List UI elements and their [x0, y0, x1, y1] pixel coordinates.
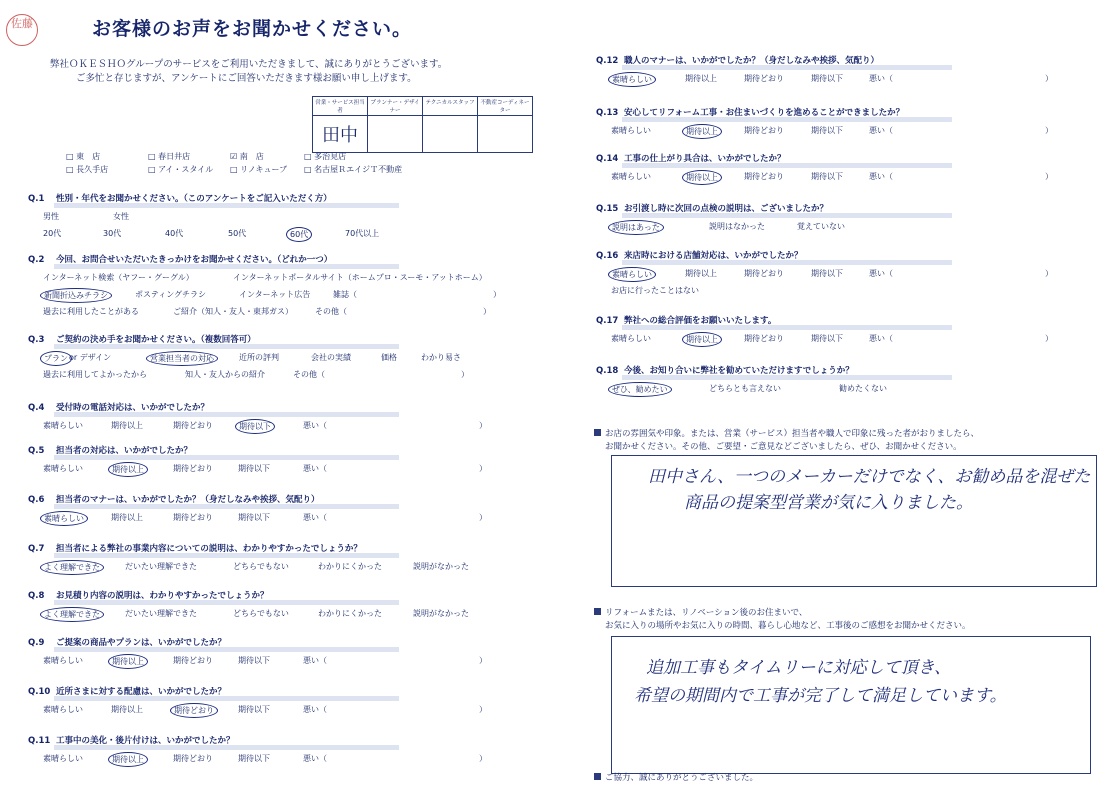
answer-option[interactable]: 期待以下: [238, 513, 270, 522]
question-number: Q.5: [28, 446, 45, 456]
question-text: お見積り内容の説明は、わかりやすかったでしょうか？: [56, 591, 269, 601]
question-q16: [596, 249, 803, 261]
answer-option[interactable]: 悪い（ ）: [869, 172, 1053, 181]
question-q12: [596, 54, 879, 66]
answer-option[interactable]: インターネット検索（ヤフー・グーグル）: [43, 273, 194, 282]
answer-option[interactable]: 期待以下: [811, 126, 843, 135]
answer-option[interactable]: 期待以上: [685, 269, 717, 278]
answer-option[interactable]: ポスティングチラシ: [135, 290, 207, 299]
question-text: 来店時における店舗対応は、いかがでしたか？: [624, 251, 803, 261]
question-q3: [28, 333, 256, 345]
intro-line-2: ご多忙と存じますが、アンケートにご回答いただきます様お願い申し上げます。: [76, 73, 417, 84]
answer-option[interactable]: 説明はなかった: [709, 222, 765, 231]
answer-option[interactable]: その他（ ）: [315, 307, 491, 316]
answer-option[interactable]: 過去に利用したことがある: [43, 307, 139, 316]
answer-option[interactable]: 悪い（ ）: [303, 705, 487, 714]
answer-option[interactable]: だいたい理解できた: [125, 562, 197, 571]
question-number: Q.1: [28, 194, 45, 204]
answer-option[interactable]: 悪い（ ）: [303, 421, 487, 430]
store-kasugai: □ 春日井店: [148, 152, 191, 161]
question-number: Q.12: [596, 56, 619, 66]
staff-name-realestate: [478, 116, 533, 153]
selected-option[interactable]: 期待以上: [108, 654, 148, 669]
answer-option[interactable]: インターネット広告: [239, 290, 311, 299]
answer-option[interactable]: 近所の評判: [239, 353, 279, 362]
answer-option[interactable]: 悪い（ ）: [869, 126, 1053, 135]
staff-header-planner: プランナー・デザイナー: [368, 97, 423, 116]
question-q15: [596, 202, 828, 214]
answer-option[interactable]: 期待どおり: [744, 269, 784, 278]
question-number: Q.17: [596, 316, 619, 326]
intro-text: [50, 58, 447, 86]
question-q6: [28, 493, 320, 505]
answer-option[interactable]: わかり易さ: [421, 353, 461, 362]
question-text: 今後、お知り合いに弊社を勧めていただけますでしょうか？: [624, 366, 854, 376]
question-q14: [596, 152, 786, 164]
comment2-prompt: [594, 607, 971, 633]
question-q5: [28, 444, 192, 456]
answer-option[interactable]: 期待どおり: [173, 656, 213, 665]
question-number: Q.6: [28, 495, 45, 505]
selected-option[interactable]: 説明はあった: [608, 220, 664, 235]
question-text: お引渡し時に次回の点検の説明は、ございましたか？: [624, 204, 829, 214]
answer-option[interactable]: 期待どおり: [173, 513, 213, 522]
comment1-answer-line-1: 田中さん、一つのメーカーだけでなく、お勧め品を混ぜた: [648, 467, 1091, 487]
question-text: 安心してリフォーム工事・お住まいづくりを進めることができましたか？: [624, 108, 905, 118]
selected-option[interactable]: 期待どおり: [170, 703, 218, 718]
question-text: ご契約の決め手をお聞かせください。（複数回答可）: [56, 335, 256, 345]
answer-option[interactable]: その他（ ）: [293, 370, 469, 379]
question-number: Q.9: [28, 638, 45, 648]
question-text: 受付時の電話対応は、いかがでしたか？: [56, 403, 210, 413]
selected-option[interactable]: 期待以上: [682, 170, 722, 185]
answer-option[interactable]: 悪い（ ）: [869, 334, 1053, 343]
question-text: 担当者の対応は、いかがでしたか？: [56, 446, 193, 456]
answer-option[interactable]: 素晴らしい: [43, 421, 83, 430]
answer-option[interactable]: 期待以下: [238, 705, 270, 714]
square-bullet-icon: [594, 608, 601, 615]
answer-option[interactable]: 素晴らしい: [611, 334, 651, 343]
staff-name-planner: [368, 116, 423, 153]
answer-option[interactable]: 悪い（ ）: [303, 464, 487, 473]
selected-option[interactable]: 期待以上: [108, 752, 148, 767]
answer-option[interactable]: わかりにくかった: [318, 562, 382, 571]
answer-option[interactable]: 期待どおり: [173, 464, 213, 473]
selected-option[interactable]: 素晴らしい: [40, 511, 88, 526]
answer-option[interactable]: 20代: [43, 229, 62, 238]
answer-option[interactable]: 期待どおり: [173, 754, 213, 763]
answer-option[interactable]: ご紹介（知人・友人・東邦ガス）: [173, 307, 293, 316]
question-text: 担当者による弊社の事業内容についての説明は、わかりやすかったでしょうか？: [56, 544, 362, 554]
store-nagakute: □ 長久手店: [66, 165, 109, 174]
page-title: お客様のお声をお聞かせください。: [92, 18, 413, 40]
answer-option[interactable]: 40代: [165, 229, 184, 238]
question-text: 弊社への総合評価をお願いいたします。: [624, 316, 777, 326]
selected-option[interactable]: プラン: [40, 351, 72, 366]
question-text: 工事の仕上がり具合は、いかがでしたか？: [624, 154, 786, 164]
thanks-line: [594, 772, 758, 785]
answer-option[interactable]: 期待以下: [238, 754, 270, 763]
store-tajimi: □ 多治見店: [304, 152, 347, 161]
question-q7: [28, 542, 362, 554]
question-q13: [596, 106, 904, 118]
answer-option[interactable]: 知人・友人からの紹介: [185, 370, 265, 379]
selected-option[interactable]: よく理解できた: [40, 607, 104, 622]
answer-option[interactable]: 30代: [103, 229, 122, 238]
staff-name-technical: [423, 116, 478, 153]
comment2-box[interactable]: [611, 636, 1091, 774]
answer-option[interactable]: 素晴らしい: [43, 656, 83, 665]
question-number: Q.16: [596, 251, 619, 261]
store-east: □ 東 店: [66, 152, 101, 161]
answer-option[interactable]: 期待どおり: [744, 172, 784, 181]
answer-option[interactable]: 男性: [43, 212, 59, 221]
staff-header-realestate: 不動産コーディネーター: [478, 97, 533, 116]
answer-option[interactable]: 素晴らしい: [43, 754, 83, 763]
answer-option[interactable]: インターネットポータルサイト（ホームプロ・スーモ・アットホーム）: [233, 273, 487, 282]
question-number: Q.2: [28, 255, 45, 265]
answer-option[interactable]: どちらでもない: [233, 609, 289, 618]
question-q18: [596, 364, 854, 376]
question-q10: [28, 685, 226, 697]
comment1-prompt-line-2: お聞かせください。その他、ご要望・ご意見などございましたら、ぜひ、お聞かせください。: [605, 442, 962, 452]
answer-option[interactable]: 素晴らしい: [611, 126, 651, 135]
question-number: Q.18: [596, 366, 619, 376]
answer-option[interactable]: 悪い（ ）: [303, 656, 487, 665]
answer-option[interactable]: どちらでもない: [233, 562, 289, 571]
thanks-text: ご協力、誠にありがとうございました。: [605, 773, 759, 783]
question-number: Q.13: [596, 108, 619, 118]
comment1-answer-line-2: 商品の提案型営業が気に入りました。: [684, 493, 973, 513]
staff-name-sales: 田中: [313, 116, 368, 153]
answer-option[interactable]: 勧めたくない: [839, 384, 887, 393]
answer-option[interactable]: 期待どおり: [744, 126, 784, 135]
store-renocube: □ リノキューブ: [230, 165, 288, 174]
answer-option[interactable]: 過去に利用してよかったから: [43, 370, 147, 379]
comment2-answer-line-2: 希望の期間内で工事が完了して満足しています。: [634, 686, 1007, 706]
comment1-box[interactable]: [611, 455, 1097, 587]
answer-option[interactable]: 期待以上: [111, 513, 143, 522]
answer-option[interactable]: 女性: [113, 212, 129, 221]
answer-option[interactable]: or デザイン: [69, 353, 112, 362]
answer-option[interactable]: 価格: [381, 353, 397, 362]
selected-option[interactable]: 素晴らしい: [608, 267, 656, 282]
answer-option[interactable]: 期待以下: [811, 74, 843, 83]
question-text: 工事中の美化・後片付けは、いかがでしたか？: [56, 736, 235, 746]
staff-header-sales: 営業・サービス担当者: [313, 97, 368, 116]
answer-option[interactable]: 期待以下: [238, 464, 270, 473]
answer-option[interactable]: 期待どおり: [173, 421, 213, 430]
staff-table: [312, 96, 533, 153]
answer-option[interactable]: どちらとも言えない: [709, 384, 781, 393]
question-q9: [28, 636, 226, 648]
question-number: Q.8: [28, 591, 45, 601]
question-text: 近所さまに対する配慮は、いかがでしたか？: [56, 687, 227, 697]
selected-option[interactable]: 営業担当者の対応: [146, 351, 218, 366]
question-q8: [28, 589, 269, 601]
answer-option[interactable]: 期待以下: [238, 656, 270, 665]
comment2-answer-line-1: 追加工事もタイムリーに対応して頂き、: [646, 658, 951, 678]
answer-option[interactable]: 期待どおり: [744, 334, 784, 343]
answer-option[interactable]: 悪い（ ）: [303, 754, 487, 763]
question-text: ご提案の商品やプランは、いかがでしたか？: [56, 638, 227, 648]
answer-option[interactable]: 悪い（ ）: [869, 74, 1053, 83]
answer-option[interactable]: お店に行ったことはない: [611, 286, 699, 295]
answer-option[interactable]: わかりにくかった: [318, 609, 382, 618]
staff-header-technical: テクニカルスタッフ: [423, 97, 478, 116]
selected-option[interactable]: ぜひ、勧めたい: [608, 382, 672, 397]
selected-option[interactable]: 60代: [286, 227, 312, 242]
answer-option[interactable]: 素晴らしい: [43, 705, 83, 714]
question-text: 今回、お問合せいただいたきっかけをお聞かせください。（どれか一つ）: [56, 255, 333, 265]
selected-option[interactable]: 期待以下: [235, 419, 275, 434]
question-number: Q.10: [28, 687, 51, 697]
question-number: Q.14: [596, 154, 619, 164]
question-number: Q.3: [28, 335, 45, 345]
question-q2: [28, 253, 332, 265]
store-istyle: □ アイ・スタイル: [148, 165, 214, 174]
store-checklist: [66, 150, 412, 176]
selected-option[interactable]: 期待以上: [682, 124, 722, 139]
seal-stamp: 佐藤: [6, 14, 38, 46]
question-q17: [596, 314, 776, 326]
question-text: 担当者のマナーは、いかがでしたか？（身だしなみや挨拶、気配り）: [56, 495, 320, 505]
question-q4: [28, 401, 209, 413]
question-q11: [28, 734, 235, 746]
answer-option[interactable]: 期待以上: [111, 705, 143, 714]
question-q1: [28, 192, 332, 204]
question-number: Q.11: [28, 736, 51, 746]
answer-option[interactable]: 期待以下: [811, 269, 843, 278]
answer-option[interactable]: 会社の実績: [311, 353, 351, 362]
answer-option[interactable]: 70代以上: [345, 229, 380, 238]
question-number: Q.4: [28, 403, 45, 413]
answer-option[interactable]: 素晴らしい: [611, 172, 651, 181]
answer-option[interactable]: だいたい理解できた: [125, 609, 197, 618]
selected-option[interactable]: 期待以上: [682, 332, 722, 347]
selected-option[interactable]: 素晴らしい: [608, 72, 656, 87]
answer-option[interactable]: 素晴らしい: [43, 464, 83, 473]
comment2-prompt-line-1: リフォームまたは、リノベーション後のお住まいで、: [605, 608, 808, 618]
comment1-prompt-line-1: お店の雰囲気や印象。または、営業（サービス）担当者や職人で印象に残った者がおりましたら、: [605, 429, 980, 439]
selected-option[interactable]: よく理解できた: [40, 560, 104, 575]
question-number: Q.7: [28, 544, 45, 554]
answer-option[interactable]: 期待どおり: [744, 74, 784, 83]
answer-option[interactable]: 雑誌（ ）: [333, 290, 501, 299]
comment1-prompt: [594, 428, 979, 454]
answer-option[interactable]: 期待以上: [111, 421, 143, 430]
answer-option[interactable]: 悪い（ ）: [869, 269, 1053, 278]
answer-option[interactable]: 覚えていない: [797, 222, 845, 231]
store-minami: ☑ 南 店: [230, 152, 264, 161]
question-number: Q.15: [596, 204, 619, 214]
selected-option[interactable]: 期待以上: [108, 462, 148, 477]
answer-option[interactable]: 期待以下: [811, 334, 843, 343]
answer-option[interactable]: 説明がなかった: [413, 609, 469, 618]
answer-option[interactable]: 期待以上: [685, 74, 717, 83]
answer-option[interactable]: 説明がなかった: [413, 562, 469, 571]
selected-option[interactable]: 新聞折込みチラシ: [40, 288, 112, 303]
square-bullet-icon: [594, 773, 601, 780]
intro-line-1: 弊社ＯＫＥＳＨＯグループのサービスをご利用いただきまして、誠にありがとうございます。: [50, 59, 448, 70]
question-text: 職人のマナーは、いかがでしたか？（身だしなみや挨拶、気配り）: [624, 56, 880, 66]
store-realestate: □ 名古屋ＲエイジＴ不動産: [304, 165, 403, 174]
answer-option[interactable]: 期待以下: [811, 172, 843, 181]
comment2-prompt-line-2: お気に入りの場所やお気に入りの時間、暮らし心地など、工事後のご感想をお聞かせください。: [605, 621, 971, 631]
answer-option[interactable]: 50代: [228, 229, 247, 238]
square-bullet-icon: [594, 429, 601, 436]
answer-option[interactable]: 悪い（ ）: [303, 513, 487, 522]
question-text: 性別・年代をお聞かせください。（このアンケートをご記入いただく方）: [56, 194, 332, 204]
